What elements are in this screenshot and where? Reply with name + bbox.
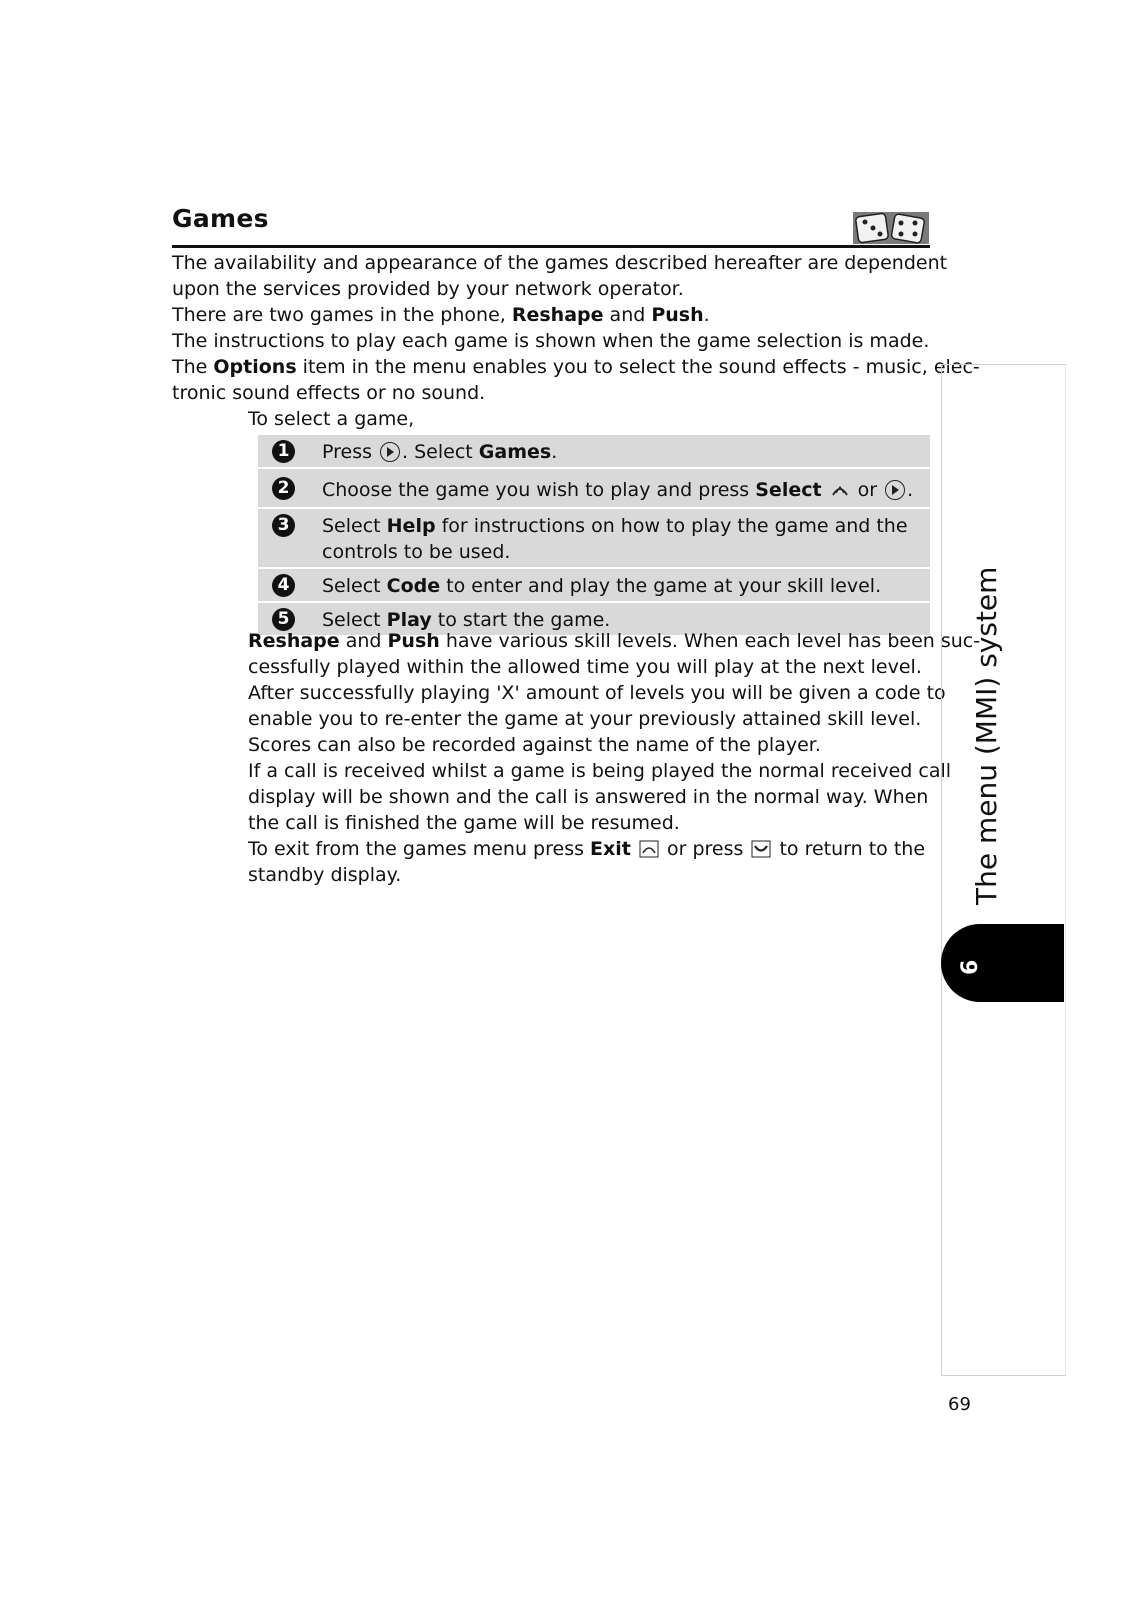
chapter-number: 6 [958,959,983,975]
body-line-10: standby display. [248,864,402,886]
step-number: 1 [272,440,295,463]
steps-list [258,435,930,637]
left-softkey-icon [639,840,659,858]
left-softkey-icon [830,481,850,499]
body-line-9: To exit from the games menu press Exit or press to return to the [248,838,926,860]
intro-line-6: tronic sound effects or no sound. [172,382,486,404]
body-line-1: Reshape and Push have various skill levels. When each level has been suc- [248,630,981,652]
section-title: The menu (MMI) system [970,566,1003,905]
step-5: 5 Select Play to start the game. [258,603,930,635]
intro-line-5: The Options item in the menu enables you to select the sound effects - music, elec- [172,356,980,378]
step-3: 3 Select Help for instructions on how to play the game and the controls to be used. [258,509,930,567]
page-title: Games [172,204,269,233]
step-1: 1 Press . Select Games. [258,435,930,467]
step-number: 5 [272,608,295,631]
intro-line-3: There are two games in the phone, Reshape and Push. [172,304,710,326]
step-2: 2 Choose the game you wish to play and press Select or . [258,469,930,507]
body-line-7: display will be shown and the call is answered in the normal way. When [248,786,929,808]
body-line-6: If a call is received whilst a game is being played the normal received call [248,760,952,782]
nav-right-key-icon [885,480,905,500]
chapter-sidebar [941,364,1066,1376]
intro-line-7: To select a game, [248,408,415,430]
dice-game-icon [853,212,929,244]
body-line-5: Scores can also be recorded against the name of the player. [248,734,821,756]
step-number: 2 [272,477,295,500]
nav-right-key-icon [380,442,400,462]
body-line-8: the call is finished the game will be resumed. [248,812,680,834]
step-number: 4 [272,574,295,597]
body-line-3: After successfully playing 'X' amount of levels you will be given a code to [248,682,946,704]
intro-line-2: upon the services provided by your network operator. [172,278,684,300]
intro-line-1: The availability and appearance of the games described hereafter are dependent [172,252,948,274]
step-number: 3 [272,514,295,537]
page-number: 69 [948,1394,971,1415]
body-line-4: enable you to re-enter the game at your previously attained skill level. [248,708,922,730]
intro-line-4: The instructions to play each game is shown when the game selection is made. [172,330,930,352]
body-line-2: cessfully played within the allowed time you will play at the next level. [248,656,922,678]
title-rule [172,245,930,248]
step-4: 4 Select Code to enter and play the game at your skill level. [258,569,930,601]
end-call-key-icon [751,840,771,858]
